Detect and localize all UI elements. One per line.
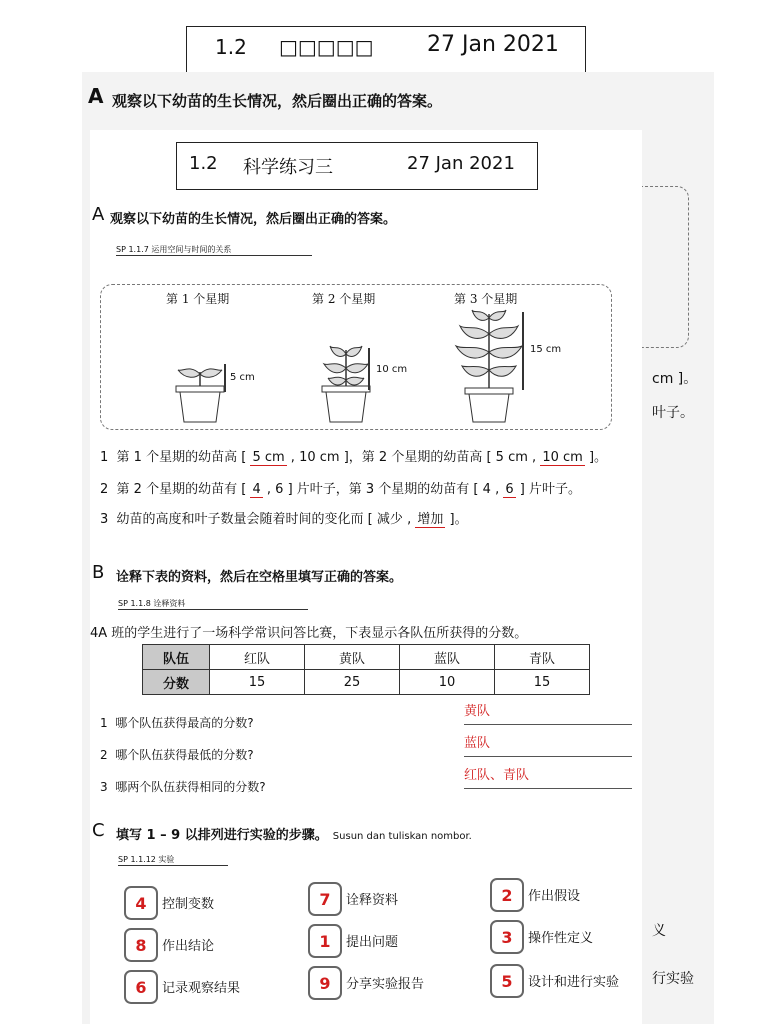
inner-date: 27 Jan 2021 — [407, 153, 515, 174]
bg-section-a-letter: A — [88, 84, 104, 108]
bg-section-a-instruction: 观察以下幼苗的生长情况，然后圈出正确的答案。 — [112, 92, 443, 110]
table-header: 分数 — [143, 670, 210, 695]
table-row — [143, 670, 590, 695]
plant-week3-image — [452, 308, 526, 424]
section-c-sp-label: SP 1.1.12 实验 — [118, 854, 228, 866]
step-label: 记录观察结果 — [162, 981, 241, 996]
section-b-q1: 1 哪个队伍获得最高的分数? — [100, 716, 254, 730]
table-cell: 15 — [495, 670, 590, 695]
section-a-letter: A — [92, 204, 105, 225]
step-number-box[interactable]: 5 — [490, 964, 524, 998]
inner-lesson: 1.2 — [189, 153, 218, 174]
q2-circled-answer-6: 6 — [505, 482, 514, 497]
section-b-q2: 2 哪个队伍获得最低的分数? — [100, 748, 254, 762]
section-a-q2: 2 第 2 个星期的幼苗有 [ 4 , 6 ] 片叶子，第 3 个星期的幼苗有 [ 4 , 6 ] 片叶子。 — [100, 482, 581, 497]
table-cell: 15 — [210, 670, 305, 695]
step-label: 设计和进行实验 — [528, 975, 620, 990]
table-header: 队伍 — [143, 645, 210, 670]
step-label: 作出假设 — [528, 889, 581, 904]
bg-bleed-yi: 义 — [652, 923, 666, 939]
outer-lesson: 1.2 — [215, 35, 247, 59]
step-number-box[interactable]: 7 — [308, 882, 342, 916]
section-b-sp-label: SP 1.1.8 诠释资料 — [118, 598, 308, 610]
plant3-height-label: 15 cm — [530, 344, 562, 355]
step-number-box[interactable]: 1 — [308, 924, 342, 958]
table-row — [143, 645, 590, 670]
plant1-height-arrow — [224, 364, 226, 392]
table-cell: 黄队 — [305, 645, 400, 670]
section-a-q1: 1 第 1 个星期的幼苗高 [ 5 cm , 10 cm ]，第 2 个星期的幼苗高 [ 5 cm , 10 cm ]。 — [100, 450, 608, 465]
table-cell: 红队 — [210, 645, 305, 670]
plant3-height-arrow — [522, 312, 524, 390]
bg-dashed-frame — [640, 186, 689, 348]
table-cell: 10 — [400, 670, 495, 695]
step-label: 分享实验报告 — [346, 977, 425, 992]
bg-bleed-leaves: 叶子。 — [652, 405, 694, 421]
section-b-instruction: 诠释下表的资料，然后在空格里填写正确的答案。 — [116, 570, 403, 585]
section-b-letter: B — [92, 562, 105, 583]
week3-label: 第 3 个星期 — [454, 292, 518, 306]
plant2-height-arrow — [368, 348, 370, 390]
outer-title: □□□□□ — [279, 35, 374, 59]
step-number-box[interactable]: 6 — [124, 970, 158, 1004]
b-q3-answer[interactable]: 红队、青队 — [464, 764, 632, 789]
plant-week1-image — [170, 350, 230, 424]
b-q1-answer[interactable]: 黄队 — [464, 700, 632, 725]
step-label: 提出问题 — [346, 935, 399, 950]
section-b-intro: 4A 班的学生进行了一场科学常识问答比赛，下表显示各队伍所获得的分数。 — [90, 626, 528, 641]
plant1-height-label: 5 cm — [230, 372, 255, 383]
step-number-box[interactable]: 3 — [490, 920, 524, 954]
score-table — [142, 644, 590, 695]
week1-label: 第 1 个星期 — [166, 292, 230, 306]
q1-circled-answer-5cm: 5 cm — [252, 450, 285, 465]
step-label: 诠释资料 — [346, 893, 399, 908]
step-label: 作出结论 — [162, 939, 215, 954]
step-number-box[interactable]: 2 — [490, 878, 524, 912]
section-a-q3: 3 幼苗的高度和叶子数量会随着时间的变化而 [ 减少 , 增加 ]。 — [100, 512, 468, 527]
section-a-sp-label: SP 1.1.7 运用空间与时间的关系 — [116, 244, 312, 256]
section-c-letter: C — [92, 820, 105, 841]
bg-bleed-experiment: 行实验 — [652, 971, 694, 987]
step-number-box[interactable]: 9 — [308, 966, 342, 1000]
table-cell: 青队 — [495, 645, 590, 670]
section-c-instruction: 填写 1 – 9 以排列进行实验的步骤。 Susun dan tuliskan nombor. — [116, 828, 472, 843]
step-number-box[interactable]: 4 — [124, 886, 158, 920]
step-number-box[interactable]: 8 — [124, 928, 158, 962]
table-cell: 蓝队 — [400, 645, 495, 670]
bg-bleed-cm: cm ]。 — [652, 371, 698, 387]
inner-header-box — [176, 142, 538, 190]
step-label: 操作性定义 — [528, 931, 594, 946]
q1-circled-answer-10cm: 10 cm — [542, 450, 583, 465]
b-q2-answer[interactable]: 蓝队 — [464, 732, 632, 757]
section-b-q3: 3 哪两个队伍获得相同的分数? — [100, 780, 266, 794]
outer-date: 27 Jan 2021 — [427, 32, 559, 57]
plant2-height-label: 10 cm — [376, 364, 408, 375]
plant-week2-image — [316, 340, 376, 424]
section-a-instruction: 观察以下幼苗的生长情况，然后圈出正确的答案。 — [110, 212, 397, 227]
inner-title: 科学练习三 — [243, 157, 333, 178]
step-label: 控制变数 — [162, 897, 215, 912]
q3-circled-answer-increase: 增加 — [417, 512, 444, 527]
week2-label: 第 2 个星期 — [312, 292, 376, 306]
table-cell: 25 — [305, 670, 400, 695]
q2-circled-answer-4: 4 — [252, 482, 261, 497]
